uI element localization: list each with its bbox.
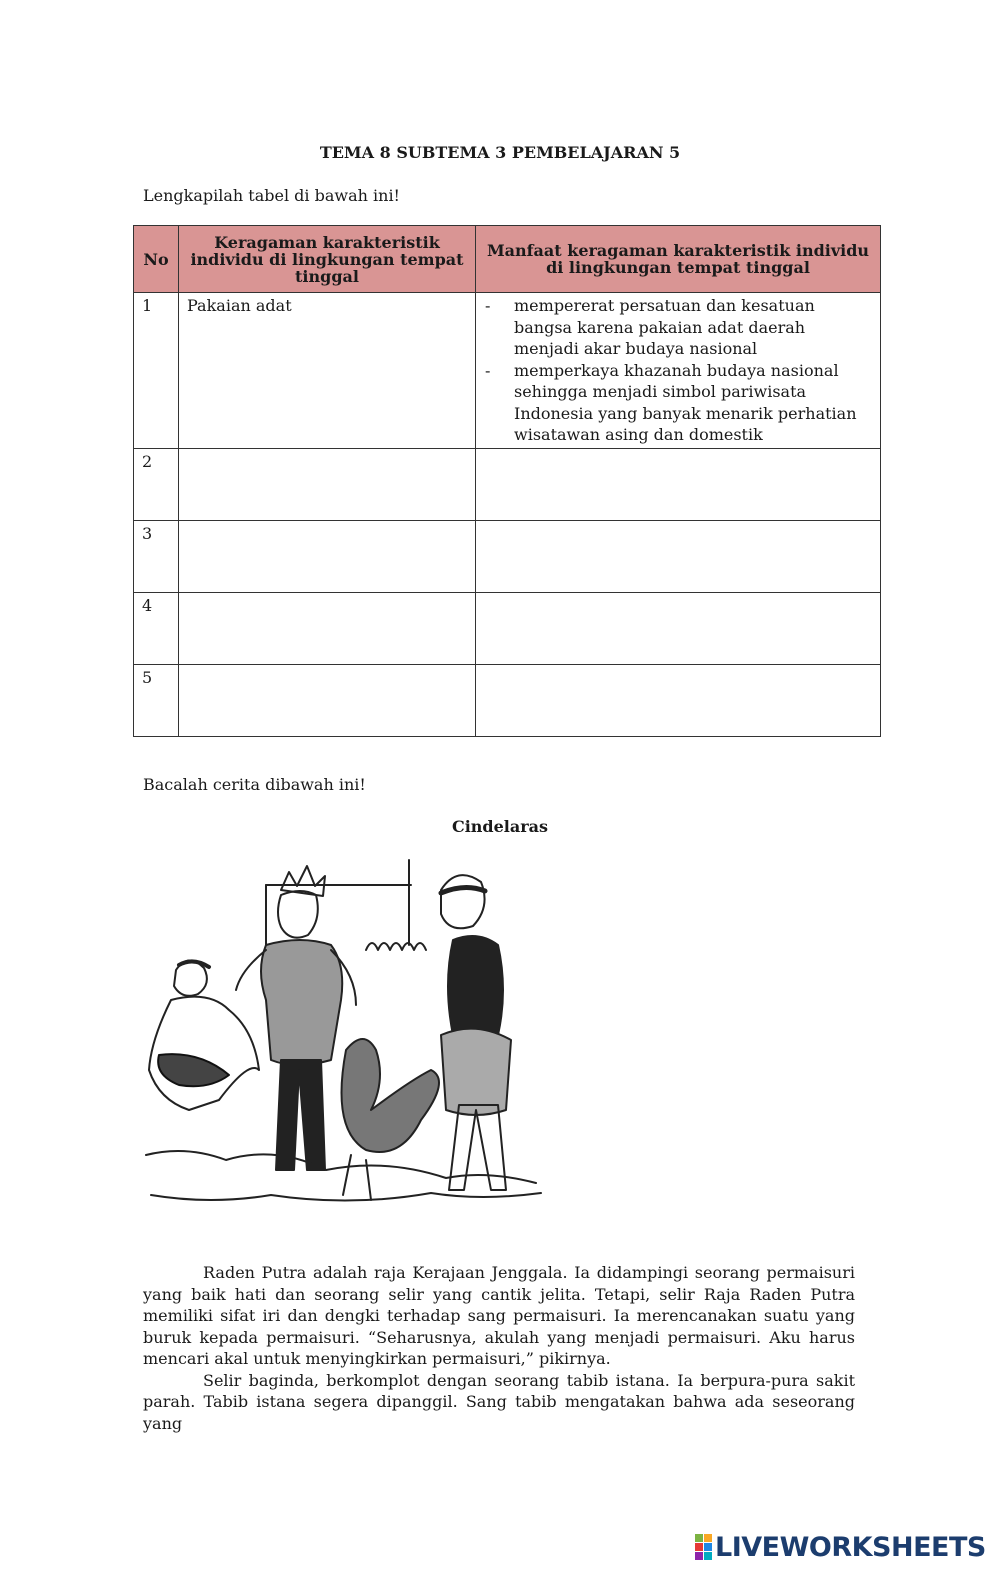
benefit-answer-cell[interactable]	[476, 520, 881, 592]
benefit-answer-cell[interactable]	[476, 448, 881, 520]
cindelaras-illustration	[141, 855, 548, 1243]
characteristic-answer-cell[interactable]	[179, 448, 476, 520]
logo-square	[695, 1534, 703, 1542]
logo-square	[704, 1534, 712, 1542]
header-benefit: Manfaat keragaman karakteristik individu di lingkungan tempat tinggal	[476, 226, 881, 293]
king-head	[278, 891, 318, 938]
left-rooster	[158, 1054, 229, 1086]
row-number: 3	[134, 520, 179, 592]
table-row	[134, 293, 881, 449]
table-row	[134, 520, 881, 592]
king-legs	[276, 1060, 325, 1170]
row-number: 4	[134, 592, 179, 664]
boy-legs	[449, 1105, 506, 1190]
kneeling-man-headband	[179, 961, 209, 967]
story-paragraph: Raden Putra adalah raja Kerajaan Jenggala. Ia didampingi seorang permaisuri yang baik hati dan seorang selir yang cantik jelita. Tetapi, selir Raja Raden Putra memiliki sifat iri dan dengki terhadap sang permaisuri. Ia merencanakan suatu yang buruk kepada permaisuri. “Seharusnya, akulah yang menjadi permaisuri. Aku harus mencari akal untuk menyingkirkan permaisuri,” pikirnya.	[143, 1263, 855, 1368]
row-number: 5	[134, 664, 179, 736]
logo-square	[704, 1552, 712, 1560]
logo-squares-icon	[695, 1534, 712, 1560]
worksheet-table	[133, 225, 881, 737]
logo-square	[695, 1552, 703, 1560]
table-instruction: Lengkapilah tabel di bawah ini!	[143, 186, 400, 205]
logo-text: LIVEWORKSHEETS	[715, 1531, 986, 1563]
header-characteristic: Keragaman karakteristik individu di lingkungan tempat tinggal	[179, 226, 476, 293]
benefit-answer-cell[interactable]	[476, 592, 881, 664]
table-row	[134, 448, 881, 520]
characteristic-answer-cell[interactable]	[179, 520, 476, 592]
table-row	[134, 592, 881, 664]
liveworksheets-logo[interactable]	[695, 1532, 986, 1562]
logo-square	[704, 1543, 712, 1551]
header-no: No	[134, 226, 179, 293]
benefit-cell	[476, 293, 881, 449]
rooster-legs	[343, 1155, 371, 1200]
story-paragraph: Selir baginda, berkomplot dengan seorang tabib istana. Ia berpura-pura sakit parah. Tabib istana segera dipanggil. Sang tabib mengatakan bahwa ada seseorang yang	[143, 1370, 855, 1433]
benefit-list	[484, 295, 872, 446]
boy-vest	[448, 936, 503, 1040]
characteristic-answer-cell[interactable]	[179, 592, 476, 664]
characteristic-cell: Pakaian adat	[179, 293, 476, 449]
logo-square	[695, 1543, 703, 1551]
list-item: - memperkaya khazanah budaya nasional sehingga menjadi simbol pariwisata Indonesia yang banyak menarik perhatian wisatawan asing dan domestik	[484, 360, 872, 446]
table-header-row	[134, 226, 881, 293]
kneeling-man-body	[149, 997, 259, 1110]
rooster	[342, 1039, 440, 1152]
story-instruction: Bacalah cerita dibawah ini!	[143, 775, 366, 794]
crowd-heads	[366, 943, 426, 950]
list-item: - mempererat persatuan dan kesatuan bangsa karena pakaian adat daerah menjadi akar budaya nasional	[484, 295, 872, 360]
benefit-answer-cell[interactable]	[476, 664, 881, 736]
table-row	[134, 664, 881, 736]
boy-headband	[441, 887, 485, 893]
king-body	[261, 940, 342, 1065]
story-text	[143, 1262, 855, 1434]
row-number: 2	[134, 448, 179, 520]
story-title: Cindelaras	[451, 817, 549, 836]
page-title: TEMA 8 SUBTEMA 3 PEMBELAJARAN 5	[319, 143, 681, 162]
boy-head	[441, 875, 485, 928]
boy-sarong	[441, 1029, 511, 1115]
characteristic-answer-cell[interactable]	[179, 664, 476, 736]
row-number: 1	[134, 293, 179, 449]
